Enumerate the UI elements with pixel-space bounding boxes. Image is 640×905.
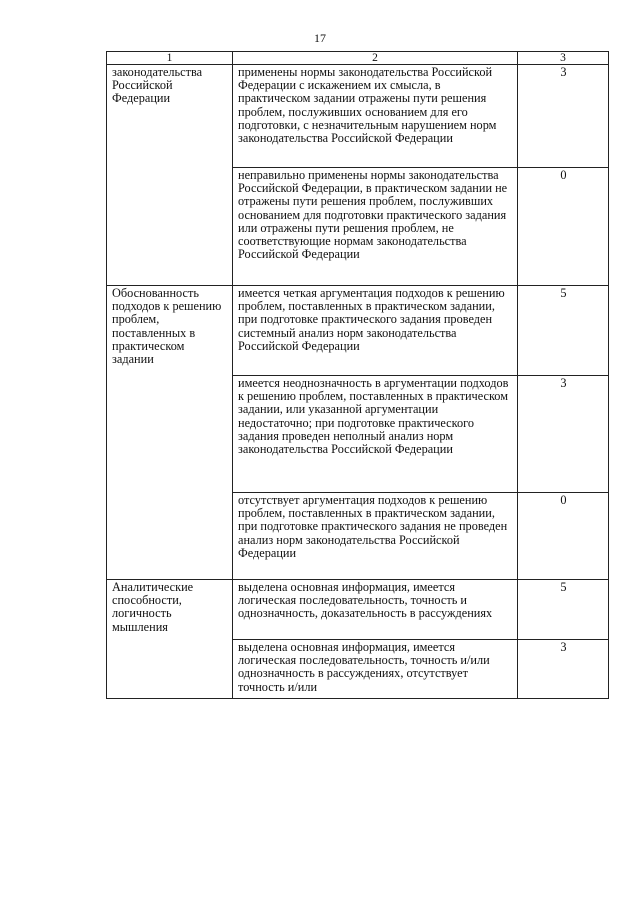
criterion-cell: законодательства Российской Федерации [107, 65, 233, 286]
score-cell: 3 [518, 640, 609, 699]
table-row [107, 65, 609, 168]
column-header-3: 3 [518, 52, 609, 65]
description-cell: выделена основная информация, имеется логическая последовательность, точность и/или однозначность в рассуждениях, отсутствует точность и/или [233, 640, 518, 699]
evaluation-criteria-table [106, 51, 609, 699]
description-cell: выделена основная информация, имеется логическая последовательность, точность и однозначность, доказательность в рассуждениях [233, 580, 518, 640]
score-cell: 3 [518, 376, 609, 493]
score-cell: 0 [518, 168, 609, 286]
score-cell: 0 [518, 493, 609, 580]
column-header-1: 1 [107, 52, 233, 65]
score-cell: 3 [518, 65, 609, 168]
description-cell: отсутствует аргументация подходов к решению проблем, поставленных в практическом задании, при подготовке практического задания не проведен анализ норм законодательства Российской Федерации [233, 493, 518, 580]
criterion-cell: Обоснованность подходов к решению проблем, поставленных в практическом задании [107, 286, 233, 580]
score-cell: 5 [518, 286, 609, 376]
table-row [107, 286, 609, 376]
score-cell: 5 [518, 580, 609, 640]
description-cell: неправильно применены нормы законодательства Российской Федерации, в практическом задании не отражены пути решения проблем, послуживших основанием для подготовки практического задания или отражены пути решения проблем, не соответствующие нормам законодательства Российской Федерации [233, 168, 518, 286]
description-cell: имеется неоднозначность в аргументации подходов к решению проблем, поставленных в практическом задании, или указанной аргументации недостаточно; при подготовке практического задания проведен неполный анализ норм законодательства Российской Федерации [233, 376, 518, 493]
page-number: 17 [314, 31, 326, 45]
description-cell: применены нормы законодательства Российской Федерации с искажением их смысла, в практическом задании отражены пути решения проблем, послуживших основанием для его подготовки, с незначительным нарушением норм законодательства Российской Федерации [233, 65, 518, 168]
table-row [107, 580, 609, 640]
criterion-cell: Аналитические способности, логичность мышления [107, 580, 233, 699]
table-header-row [107, 52, 609, 65]
column-header-2: 2 [233, 52, 518, 65]
description-cell: имеется четкая аргументация подходов к решению проблем, поставленных в практическом задании, при подготовке практического задания проведен системный анализ норм законодательства Российской Федерации [233, 286, 518, 376]
